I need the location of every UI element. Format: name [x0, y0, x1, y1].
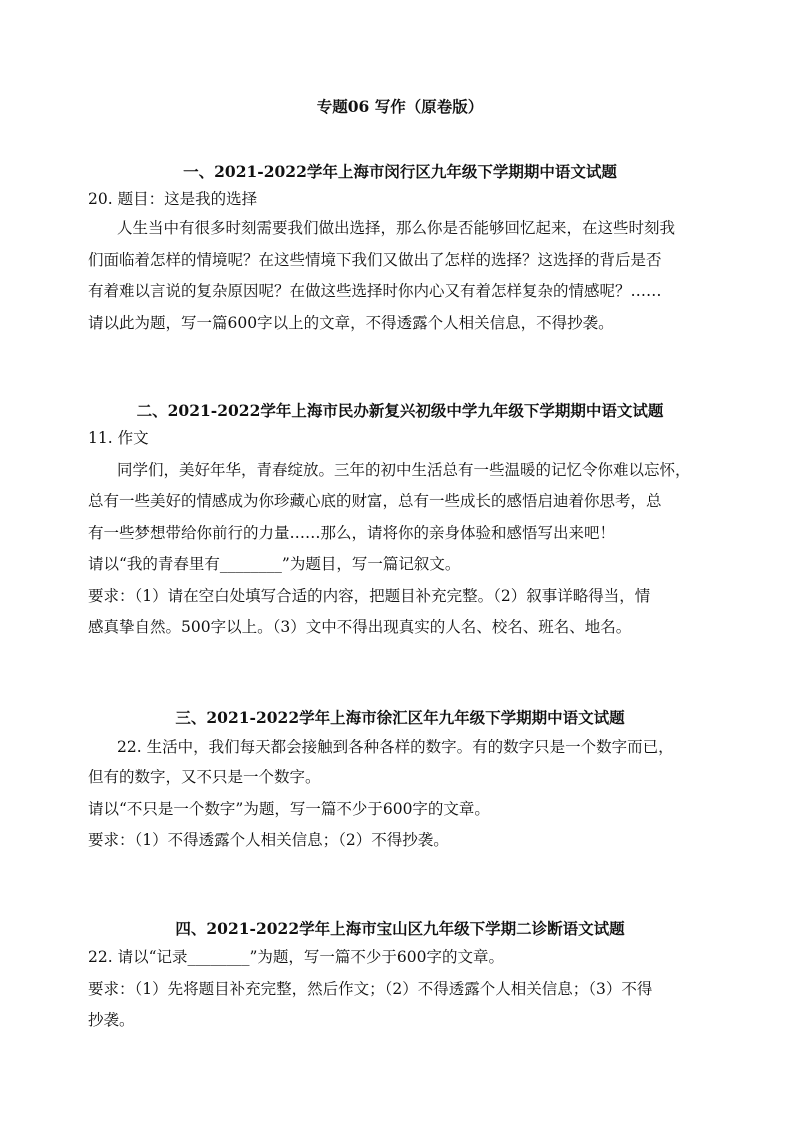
paragraph-line: 请以“我的青春里有________”为题目，写一篇记叙文。 — [88, 555, 461, 573]
section-heading: 二、2021-2022学年上海市民办新复兴初级中学九年级下学期期中语文试题 — [136, 401, 664, 420]
paragraph-line: 要求：（1）先将题目补充完整，然后作文；（2）不得透露个人相关信息；（3）不得 — [88, 980, 653, 998]
paragraph-line: 同学们，美好年华，青春绽放。三年的初中生活总有一些温暖的记忆令你难以忘怀， — [117, 461, 691, 479]
paragraph-line: 但有的数字，又不只是一个数字。 — [88, 768, 321, 786]
paragraph-line: 要求：（1）请在空白处填写合适的内容，把题目补充完整。（2）叙事详略得当，情 — [88, 587, 651, 605]
question-line: 22. 生活中，我们每天都会接触到各种各样的数字。有的数字只是一个数字而已， — [117, 738, 674, 756]
paragraph-line: 有一些梦想带给你前行的力量……那么，请将你的亲身体验和感悟写出来吧！ — [88, 524, 616, 542]
paragraph-line: 人生当中有很多时刻需要我们做出选择，那么你是否能够回忆起来，在这些时刻我 — [117, 219, 676, 237]
paragraph-line: 抄袭。 — [88, 1011, 135, 1029]
page-title: 专题06 写作（原卷版） — [316, 97, 484, 116]
paragraph-line: 感真挚自然。500字以上。（3）文中不得出现真实的人名、校名、班名、地名。 — [88, 618, 632, 636]
section-heading: 三、2021-2022学年上海市徐汇区年九年级下学期期中语文试题 — [175, 708, 625, 727]
paragraph-line: 们面临着怎样的情境呢？在这些情境下我们又做出了怎样的选择？这选择的背后是否 — [88, 251, 662, 269]
paragraph-line: 要求：（1）不得透露个人相关信息；（2）不得抄袭。 — [88, 831, 449, 849]
section-heading: 一、2021-2022学年上海市闵行区九年级下学期期中语文试题 — [183, 162, 617, 181]
paragraph-line: 总有一些美好的情感成为你珍藏心底的财富，总有一些成长的感悟启迪着你思考，总 — [88, 492, 662, 510]
paragraph-line: 请以此为题，写一篇600字以上的文章，不得透露个人相关信息，不得抄袭。 — [88, 314, 614, 332]
question-line: 20. 题目：这是我的选择 — [88, 190, 258, 208]
paragraph-line: 请以“不只是一个数字”为题，写一篇不少于600字的文章。 — [88, 800, 490, 818]
question-line: 11. 作文 — [88, 429, 149, 447]
paragraph-line: 有着难以言说的复杂原因呢？在做这些选择时你内心又有着怎样复杂的情感呢？…… — [88, 282, 662, 300]
section-heading: 四、2021-2022学年上海市宝山区九年级下学期二诊断语文试题 — [175, 919, 625, 938]
question-line: 22. 请以“记录________”为题，写一篇不少于600字的文章。 — [88, 948, 505, 966]
